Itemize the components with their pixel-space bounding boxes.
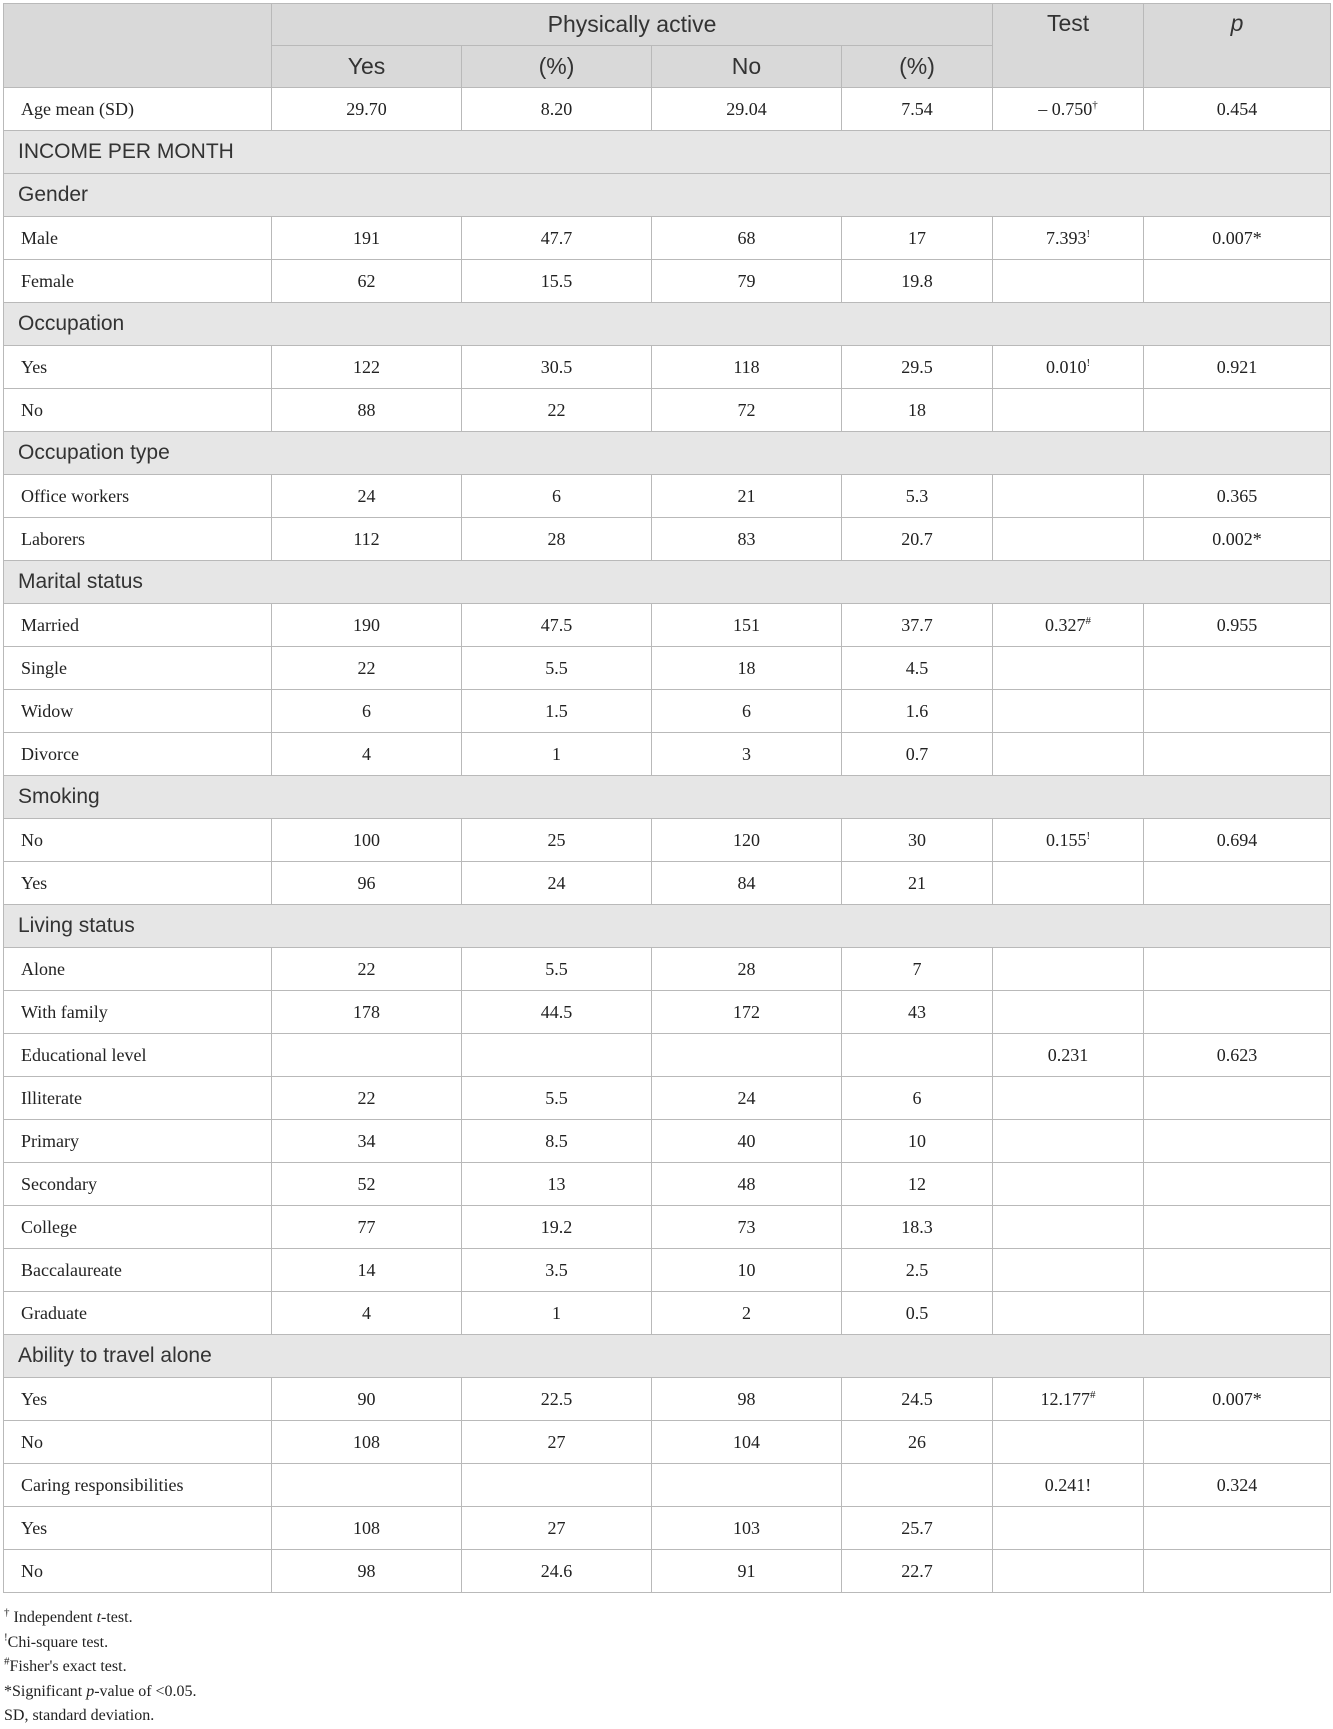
cell-no-pct: 24.5 (842, 1378, 993, 1421)
cell-yes-pct: 24 (462, 862, 652, 905)
test-footnote-mark: ǃ (1086, 227, 1091, 240)
cell-p (1144, 1206, 1331, 1249)
cell-yes-pct: 3.5 (462, 1249, 652, 1292)
table-row (4, 1120, 1331, 1163)
cell-p: 0.007* (1144, 1378, 1331, 1421)
footnote-text: *Significant (4, 1682, 87, 1700)
cell-yes-pct: 5.5 (462, 1077, 652, 1120)
cell-yes: 100 (272, 819, 462, 862)
row-label: Yes (4, 346, 272, 389)
cell-no-pct: 1.6 (842, 690, 993, 733)
cell-no: 6 (652, 690, 842, 733)
cell-no-pct: 25.7 (842, 1507, 993, 1550)
table-row (4, 1550, 1331, 1593)
cell-yes: 90 (272, 1378, 462, 1421)
row-label: Secondary (4, 1163, 272, 1206)
cell-test (993, 948, 1144, 991)
cell-test (993, 647, 1144, 690)
header-blank-cell (4, 4, 272, 88)
row-label: Baccalaureate (4, 1249, 272, 1292)
table-row (4, 346, 1331, 389)
cell-no: 21 (652, 475, 842, 518)
row-label: Male (4, 217, 272, 260)
cell-yes: 98 (272, 1550, 462, 1593)
cell-test (993, 1292, 1144, 1335)
header-p-label: p (1230, 10, 1244, 36)
cell-no-pct: 26 (842, 1421, 993, 1464)
cell-no: 104 (652, 1421, 842, 1464)
table-row (4, 1292, 1331, 1335)
cell-no: 40 (652, 1120, 842, 1163)
cell-no: 151 (652, 604, 842, 647)
cell-test (993, 88, 1144, 131)
footnote-italic: p (86, 1682, 95, 1700)
table-row (4, 1034, 1331, 1077)
row-label: No (4, 1421, 272, 1464)
cell-p (1144, 389, 1331, 432)
cell-yes: 112 (272, 518, 462, 561)
footnote-mark: † (4, 1606, 10, 1619)
cell-yes: 34 (272, 1120, 462, 1163)
row-label: Laborers (4, 518, 272, 561)
header-no-pct: (%) (842, 46, 993, 88)
header-yes-pct: (%) (462, 46, 652, 88)
cell-yes-pct: 1 (462, 733, 652, 776)
cell-no: 103 (652, 1507, 842, 1550)
cell-yes-pct: 27 (462, 1421, 652, 1464)
footnote-text: SD, standard deviation. (4, 1707, 155, 1724)
test-value: 0.327 (1045, 614, 1086, 635)
section-row (4, 1335, 1331, 1378)
footnote (4, 1606, 904, 1631)
row-label: Office workers (4, 475, 272, 518)
table-row (4, 1206, 1331, 1249)
cell-no-pct: 7.54 (842, 88, 993, 131)
cell-yes-pct: 47.7 (462, 217, 652, 260)
table-row (4, 1464, 1331, 1507)
cell-p (1144, 1249, 1331, 1292)
footnote-text: Independent (9, 1609, 97, 1626)
cell-no-pct: 29.5 (842, 346, 993, 389)
cell-p (1144, 1077, 1331, 1120)
cell-p (1144, 260, 1331, 303)
cell-test (993, 475, 1144, 518)
test-value: 12.177 (1040, 1388, 1091, 1409)
cell-yes-pct: 44.5 (462, 991, 652, 1034)
cell-yes: 178 (272, 991, 462, 1034)
cell-yes: 62 (272, 260, 462, 303)
cell-test (993, 1507, 1144, 1550)
cell-yes: 4 (272, 733, 462, 776)
cell-no: 18 (652, 647, 842, 690)
test-value: 0.231 (1047, 1044, 1089, 1065)
test-value: 0.155 (1045, 829, 1087, 850)
cell-test (993, 1249, 1144, 1292)
cell-p: 0.955 (1144, 604, 1331, 647)
cell-no: 172 (652, 991, 842, 1034)
cell-test (993, 1206, 1144, 1249)
cell-no: 68 (652, 217, 842, 260)
test-footnote-mark: ǃ (1086, 829, 1091, 842)
cell-test (993, 604, 1144, 647)
cell-p (1144, 1550, 1331, 1593)
section-row (4, 174, 1331, 217)
cell-yes-pct: 15.5 (462, 260, 652, 303)
row-label: With family (4, 991, 272, 1034)
cell-no-pct (842, 1464, 993, 1507)
cell-test (993, 1421, 1144, 1464)
section-label: Ability to travel alone (4, 1335, 1331, 1378)
table-body (4, 88, 1331, 1593)
row-label: Yes (4, 1507, 272, 1550)
cell-yes-pct (462, 1464, 652, 1507)
cell-p: 0.694 (1144, 819, 1331, 862)
section-row (4, 561, 1331, 604)
cell-yes-pct: 5.5 (462, 647, 652, 690)
row-label: Yes (4, 862, 272, 905)
cell-test (993, 260, 1144, 303)
table-footnotes (4, 1606, 904, 1729)
cell-no-pct (842, 1034, 993, 1077)
cell-yes: 52 (272, 1163, 462, 1206)
cell-no: 84 (652, 862, 842, 905)
section-label: Gender (4, 174, 1331, 217)
footnote-mark: # (4, 1655, 10, 1668)
cell-yes-pct: 27 (462, 1507, 652, 1550)
row-label: College (4, 1206, 272, 1249)
cell-no-pct: 17 (842, 217, 993, 260)
row-label: No (4, 389, 272, 432)
table-row (4, 1421, 1331, 1464)
row-label: Caring responsibilities (4, 1464, 272, 1507)
cell-yes-pct: 1.5 (462, 690, 652, 733)
test-value: 0.010 (1045, 356, 1087, 377)
cell-no (652, 1034, 842, 1077)
footnote-text-end: -value of <0.05. (94, 1682, 197, 1700)
cell-p: 0.623 (1144, 1034, 1331, 1077)
results-table (3, 3, 1331, 1593)
table-row (4, 518, 1331, 561)
table-row (4, 217, 1331, 260)
table-row (4, 1163, 1331, 1206)
row-label: Widow (4, 690, 272, 733)
cell-yes-pct: 24.6 (462, 1550, 652, 1593)
row-label: No (4, 819, 272, 862)
section-label: Occupation type (4, 432, 1331, 475)
cell-p (1144, 1163, 1331, 1206)
header-physically-active: Physically active (272, 4, 993, 46)
cell-yes-pct: 19.2 (462, 1206, 652, 1249)
cell-p (1144, 991, 1331, 1034)
row-label: Graduate (4, 1292, 272, 1335)
cell-test (993, 862, 1144, 905)
cell-yes: 88 (272, 389, 462, 432)
cell-yes: 22 (272, 1077, 462, 1120)
footnote (4, 1655, 904, 1680)
cell-no (652, 1464, 842, 1507)
cell-no: 118 (652, 346, 842, 389)
cell-test (993, 1550, 1144, 1593)
cell-test (993, 1464, 1144, 1507)
cell-p (1144, 1421, 1331, 1464)
table-row (4, 88, 1331, 131)
cell-no: 91 (652, 1550, 842, 1593)
cell-yes: 96 (272, 862, 462, 905)
table-row (4, 1077, 1331, 1120)
footnote (4, 1704, 904, 1729)
cell-no-pct: 6 (842, 1077, 993, 1120)
cell-yes-pct: 47.5 (462, 604, 652, 647)
cell-yes: 190 (272, 604, 462, 647)
footnote-text: Chi-square test. (7, 1633, 109, 1651)
table-row (4, 1507, 1331, 1550)
table-row (4, 733, 1331, 776)
section-row (4, 432, 1331, 475)
footnote-text: Fisher's exact test. (9, 1658, 127, 1675)
cell-no-pct: 0.7 (842, 733, 993, 776)
cell-no-pct: 22.7 (842, 1550, 993, 1593)
cell-no: 79 (652, 260, 842, 303)
section-label: Living status (4, 905, 1331, 948)
cell-yes-pct: 25 (462, 819, 652, 862)
cell-no-pct: 7 (842, 948, 993, 991)
section-label: Occupation (4, 303, 1331, 346)
section-label: Smoking (4, 776, 1331, 819)
cell-no-pct: 37.7 (842, 604, 993, 647)
section-row (4, 776, 1331, 819)
table-row (4, 604, 1331, 647)
row-label: Single (4, 647, 272, 690)
cell-yes: 22 (272, 647, 462, 690)
cell-p (1144, 862, 1331, 905)
cell-yes: 108 (272, 1421, 462, 1464)
cell-p (1144, 690, 1331, 733)
table-row (4, 819, 1331, 862)
cell-no: 120 (652, 819, 842, 862)
row-label: Divorce (4, 733, 272, 776)
cell-test (993, 991, 1144, 1034)
cell-yes: 191 (272, 217, 462, 260)
cell-p: 0.365 (1144, 475, 1331, 518)
test-value: 7.393 (1045, 227, 1087, 248)
test-value: – 0.750 (1038, 98, 1093, 119)
header-test-label: Test (1046, 10, 1090, 36)
footnote-text-end: -test. (101, 1609, 133, 1626)
cell-p (1144, 733, 1331, 776)
cell-yes: 24 (272, 475, 462, 518)
cell-no: 29.04 (652, 88, 842, 131)
table-row (4, 1378, 1331, 1421)
section-label: Marital status (4, 561, 1331, 604)
cell-no: 73 (652, 1206, 842, 1249)
test-footnote-mark: † (1092, 98, 1098, 111)
cell-test (993, 518, 1144, 561)
cell-yes: 77 (272, 1206, 462, 1249)
cell-yes-pct: 22.5 (462, 1378, 652, 1421)
cell-test (993, 217, 1144, 260)
row-label: Age mean (SD) (4, 88, 272, 131)
cell-yes-pct: 28 (462, 518, 652, 561)
cell-no-pct: 18.3 (842, 1206, 993, 1249)
cell-p: 0.454 (1144, 88, 1331, 131)
cell-yes: 122 (272, 346, 462, 389)
cell-no-pct: 12 (842, 1163, 993, 1206)
cell-yes-pct: 22 (462, 389, 652, 432)
cell-yes: 108 (272, 1507, 462, 1550)
cell-p: 0.002* (1144, 518, 1331, 561)
cell-yes-pct: 5.5 (462, 948, 652, 991)
header-no: No (652, 46, 842, 88)
row-label: Female (4, 260, 272, 303)
header-p (1144, 4, 1331, 88)
test-footnote-mark: # (1085, 614, 1092, 627)
cell-p (1144, 1507, 1331, 1550)
row-label: No (4, 1550, 272, 1593)
footnote (4, 1680, 904, 1705)
cell-yes: 4 (272, 1292, 462, 1335)
cell-p: 0.921 (1144, 346, 1331, 389)
cell-no-pct: 4.5 (842, 647, 993, 690)
table-row (4, 389, 1331, 432)
cell-test (993, 1163, 1144, 1206)
table-row (4, 260, 1331, 303)
test-footnote-mark: # (1090, 1388, 1096, 1401)
cell-no: 3 (652, 733, 842, 776)
cell-no: 98 (652, 1378, 842, 1421)
test-footnote-mark: ǃ (1086, 356, 1091, 369)
cell-no-pct: 43 (842, 991, 993, 1034)
table-row (4, 862, 1331, 905)
section-row (4, 303, 1331, 346)
row-label: Educational level (4, 1034, 272, 1077)
cell-yes: 6 (272, 690, 462, 733)
cell-no: 72 (652, 389, 842, 432)
cell-test (993, 819, 1144, 862)
cell-no: 83 (652, 518, 842, 561)
cell-yes: 14 (272, 1249, 462, 1292)
table-header (4, 4, 1331, 88)
section-label: INCOME PER MONTH (4, 131, 1331, 174)
footnote (4, 1631, 904, 1656)
cell-test (993, 690, 1144, 733)
cell-no-pct: 10 (842, 1120, 993, 1163)
row-label: Illiterate (4, 1077, 272, 1120)
table-row (4, 948, 1331, 991)
cell-yes: 22 (272, 948, 462, 991)
table-row (4, 991, 1331, 1034)
cell-test (993, 1077, 1144, 1120)
cell-test (993, 389, 1144, 432)
test-value: 0.241! (1044, 1474, 1092, 1495)
cell-test (993, 346, 1144, 389)
cell-yes-pct: 30.5 (462, 346, 652, 389)
cell-yes-pct: 13 (462, 1163, 652, 1206)
cell-yes (272, 1034, 462, 1077)
header-yes: Yes (272, 46, 462, 88)
cell-no-pct: 2.5 (842, 1249, 993, 1292)
footnote-mark: ǃ (4, 1631, 8, 1644)
cell-no-pct: 20.7 (842, 518, 993, 561)
section-row (4, 131, 1331, 174)
table-row (4, 1249, 1331, 1292)
cell-no-pct: 21 (842, 862, 993, 905)
cell-p (1144, 1292, 1331, 1335)
table-row (4, 690, 1331, 733)
cell-test (993, 733, 1144, 776)
cell-no-pct: 0.5 (842, 1292, 993, 1335)
cell-yes-pct: 8.20 (462, 88, 652, 131)
cell-no: 24 (652, 1077, 842, 1120)
cell-yes (272, 1464, 462, 1507)
row-label: Alone (4, 948, 272, 991)
cell-p (1144, 647, 1331, 690)
cell-p (1144, 1120, 1331, 1163)
section-row (4, 905, 1331, 948)
cell-no: 2 (652, 1292, 842, 1335)
table-row (4, 475, 1331, 518)
row-label: Primary (4, 1120, 272, 1163)
cell-test (993, 1034, 1144, 1077)
row-label: Yes (4, 1378, 272, 1421)
cell-test (993, 1378, 1144, 1421)
cell-yes-pct: 8.5 (462, 1120, 652, 1163)
cell-no: 28 (652, 948, 842, 991)
cell-p: 0.007* (1144, 217, 1331, 260)
cell-yes-pct: 1 (462, 1292, 652, 1335)
table-row (4, 647, 1331, 690)
cell-no: 10 (652, 1249, 842, 1292)
cell-p: 0.324 (1144, 1464, 1331, 1507)
cell-p (1144, 948, 1331, 991)
cell-yes: 29.70 (272, 88, 462, 131)
cell-no-pct: 18 (842, 389, 993, 432)
cell-no-pct: 19.8 (842, 260, 993, 303)
cell-yes-pct: 6 (462, 475, 652, 518)
cell-no-pct: 5.3 (842, 475, 993, 518)
header-test (993, 4, 1144, 88)
cell-test (993, 1120, 1144, 1163)
row-label: Married (4, 604, 272, 647)
cell-no-pct: 30 (842, 819, 993, 862)
cell-yes-pct (462, 1034, 652, 1077)
cell-no: 48 (652, 1163, 842, 1206)
footnote-italic: t (96, 1609, 102, 1626)
